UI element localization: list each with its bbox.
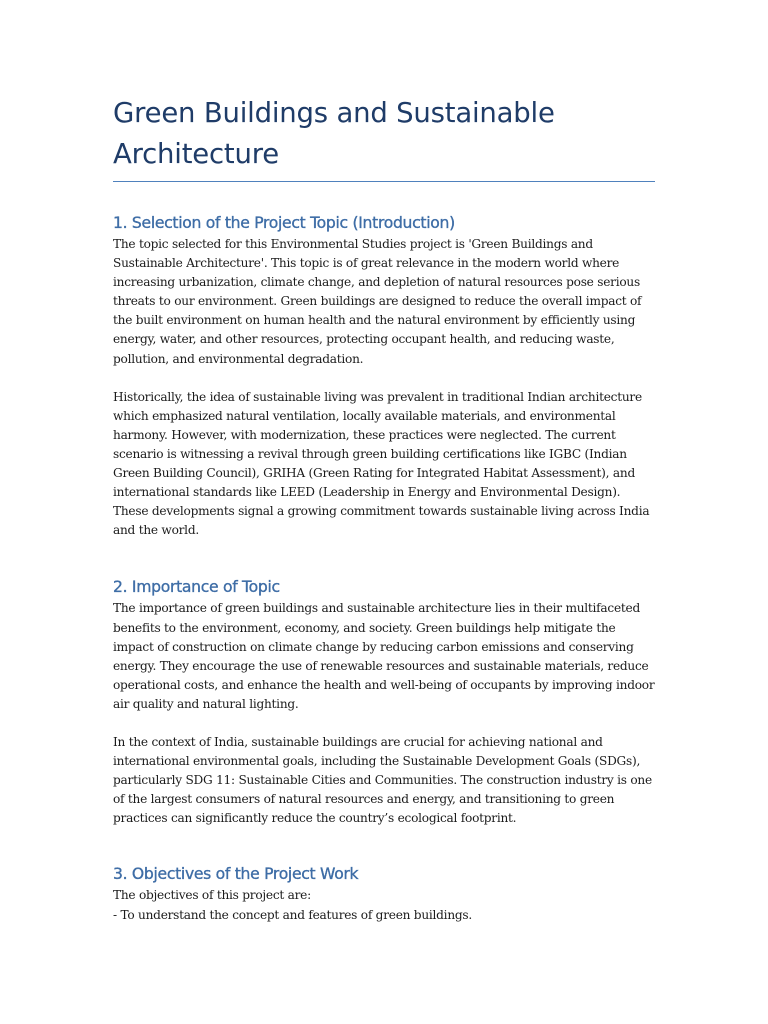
importance-paragraph-1: The importance of green buildings and sustainable architecture lies in their multifaceted benefits to the environment, economy, and society. Green buildings help mitigate the impact of construction on climate change by reducing carbon emissions and conserving energy. They encourage the use of renewable resources and sustainable materials, reduce operational costs, and enhance the health and well-being of occupants by improving indoor air quality and natural lighting. bbox=[113, 601, 655, 711]
document-title: Green Buildings and Sustainable Architecture bbox=[113, 97, 555, 170]
document-page bbox=[113, 0, 655, 925]
section-heading-importance: 2. Importance of Topic bbox=[113, 578, 280, 597]
section-heading-objectives: 3. Objectives of the Project Work bbox=[113, 865, 359, 884]
objectives-paragraph-1: The objectives of this project are: - To understand the concept and features of green buildings. bbox=[113, 888, 472, 922]
importance-paragraph-2: In the context of India, sustainable buildings are crucial for achieving national and international environmental goals, including the Sustainable Development Goals (SDGs), particularly SDG 11: Sustainable Cities and Communities. The construction industry is one of the largest consumers of natural resources and energy, and transitioning to green practices can significantly reduce the country’s ecological footprint. bbox=[113, 734, 652, 826]
title-underline bbox=[113, 181, 655, 182]
section-heading-introduction: 1. Selection of the Project Topic (Introduction) bbox=[113, 214, 455, 232]
intro-paragraph-2: Historically, the idea of sustainable living was prevalent in traditional Indian architecture which emphasized natural ventilation, locally available materials, and environmental harmony. However, with modernization, these practices were neglected. The current scenario is witnessing a revival through green building certifications like IGBC (Indian Green Building Council), GRIHA (Green Rating for Integrated Habitat Assessment), and international standards like LEED (Leadership in Energy and Environmental Design). These developments signal a growing commitment towards sustainable living across India and the world. bbox=[113, 389, 650, 538]
intro-paragraph-1: The topic selected for this Environmental Studies project is 'Green Buildings and Sustainable Architecture'. This topic is of great relevance in the modern world where increasing urbanization, climate change, and depletion of natural resources pose serious threats to our environment. Green buildings are designed to reduce the overall impact of the built environment on human health and the natural environment by efficiently using energy, water, and other resources, protecting occupant health, and reducing waste, pollution, and environmental degradation. bbox=[113, 237, 642, 366]
